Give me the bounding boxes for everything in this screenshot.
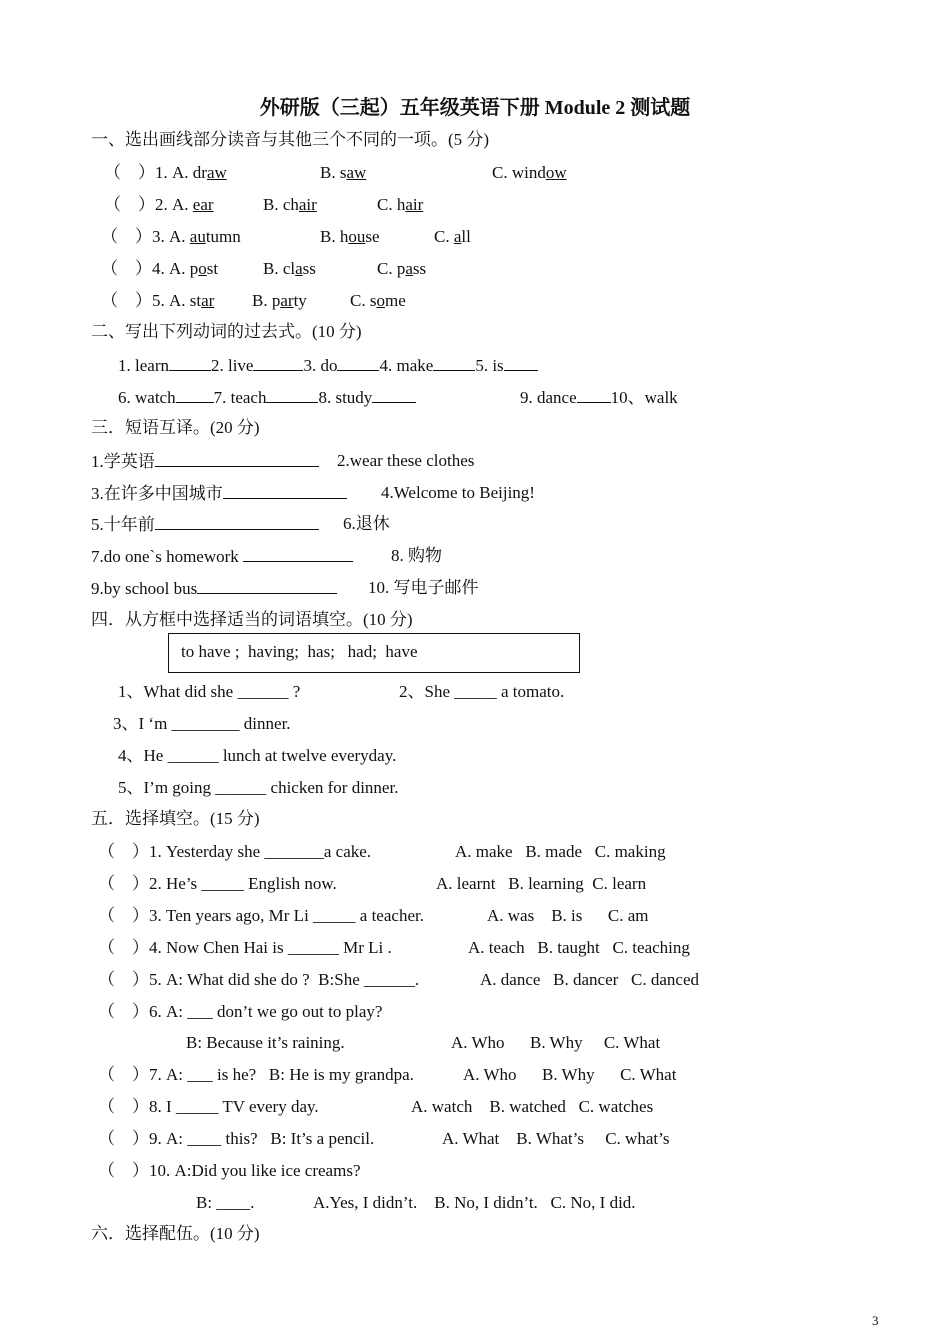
s5-q4: （ ）4. Now Chen Hai is ______ Mr Li . xyxy=(98,938,392,957)
s5-q1: （ ）1. Yesterday she _______a cake. xyxy=(98,842,372,861)
s1-q4-c: C. pass xyxy=(377,259,427,278)
s4-q4: 4、He ______ lunch at twelve everyday. xyxy=(118,746,397,765)
word-box-text: to have ; having; has; had; have xyxy=(181,642,418,661)
s5-q6-options: A. Who B. Why C. What xyxy=(451,1033,661,1052)
s5-q10: （ ）10. A:Did you like ice creams? xyxy=(98,1161,361,1180)
s5-q10-options: A.Yes, I didn’t. B. No, I didn’t. C. No, I did. xyxy=(313,1193,636,1212)
section-3-heading: 三．短语互译。(20 分) xyxy=(91,418,260,437)
s4-q1: 1、What did she ______ ? xyxy=(118,682,301,701)
s2-row-1: 1. learn 2. live 3. do 4. make 5. is xyxy=(118,354,538,377)
s3-item-4: 4.Welcome to Beijing! xyxy=(381,483,535,502)
s5-q8-options: A. watch B. watched C. watches xyxy=(411,1097,654,1116)
s1-q3-c: C. all xyxy=(434,227,471,246)
s1-q3: （ ）3. A. autumn xyxy=(101,227,241,246)
s3-item-10: 10. 写电子邮件 xyxy=(368,578,479,597)
s4-q5: 5、I’m going ______ chicken for dinner. xyxy=(118,778,399,797)
s5-q4-options: A. teach B. taught C. teaching xyxy=(468,938,690,957)
s4-q2: 2、She _____ a tomato. xyxy=(399,682,565,701)
s1-q5-c: C. some xyxy=(350,291,406,310)
s3-item-6: 6.退休 xyxy=(343,514,390,533)
s3-item-9: 9.by school bus xyxy=(91,577,337,600)
s5-q5-options: A. dance B. dancer C. danced xyxy=(480,970,700,989)
s1-q5-b: B. party xyxy=(252,291,307,310)
s1-q4: （ ）4. A. post xyxy=(101,259,219,278)
s5-q6: （ ）6. A: ___ don’t we go out to play? xyxy=(98,1002,383,1021)
s4-q3: 3、I ‘m ________ dinner. xyxy=(113,714,291,733)
s5-q1-options: A. make B. made C. making xyxy=(455,842,666,861)
s1-q2-b: B. chair xyxy=(263,195,317,214)
s5-q2: （ ）2. He’s _____ English now. xyxy=(98,874,337,893)
page-title: 外研版（三起）五年级英语下册 Module 2 测试题 xyxy=(259,97,691,119)
s5-q3-options: A. was B. is C. am xyxy=(487,906,649,925)
section-1-heading: 一、选出画线部分读音与其他三个不同的一项。(5 分) xyxy=(91,130,490,149)
s1-q5: （ ）5. A. star xyxy=(101,291,215,310)
s1-q1-b: B. saw xyxy=(320,163,367,182)
word-box xyxy=(168,633,580,673)
s5-q7: （ ）7. A: ___ is he? B: He is my grandpa. xyxy=(98,1065,414,1084)
s5-q7-options: A. Who B. Why C. What xyxy=(463,1065,677,1084)
section-4-heading: 四．从方框中选择适当的词语填空。(10 分) xyxy=(91,610,413,629)
s2-row-2: 6. watch 7. teach 8. study xyxy=(118,386,416,409)
s3-item-5: 5.十年前 xyxy=(91,513,319,536)
s1-q1-c: C. window xyxy=(492,163,567,182)
s5-q2-options: A. learnt B. learning C. learn xyxy=(436,874,647,893)
page-number: 3 xyxy=(872,1313,879,1328)
s5-q9: （ ）9. A: ____ this? B: It’s a pencil. xyxy=(98,1129,375,1148)
s1-q1: （ ）1. A. draw xyxy=(104,163,227,182)
s5-q5: （ ）5. A: What did she do ? B:She ______. xyxy=(98,970,420,989)
s1-q2: （ ）2. A. ear xyxy=(104,195,214,214)
s5-q8: （ ）8. I _____ TV every day. xyxy=(98,1097,319,1116)
s3-item-8: 8. 购物 xyxy=(391,546,442,565)
s5-q9-options: A. What B. What’s C. what’s xyxy=(442,1129,670,1148)
s5-q6-b: B: Because it’s raining. xyxy=(186,1033,345,1052)
s5-q10-b: B: ____. xyxy=(196,1193,255,1212)
section-6-heading: 六．选择配伍。(10 分) xyxy=(91,1224,260,1243)
s1-q4-b: B. class xyxy=(263,259,316,278)
s1-q2-c: C. hair xyxy=(377,195,424,214)
s5-q3: （ ）3. Ten years ago, Mr Li _____ a teacher. xyxy=(98,906,424,925)
s3-item-2: 2.wear these clothes xyxy=(337,451,475,470)
section-2-heading: 二、写出下列动词的过去式。(10 分) xyxy=(91,322,362,341)
s3-item-3: 3.在许多中国城市 xyxy=(91,482,347,505)
s1-q3-b: B. house xyxy=(320,227,380,246)
s2-row-2b: 9. dance 10、walk xyxy=(520,388,678,407)
s3-item-7: 7.do one`s homework xyxy=(91,545,353,568)
section-5-heading: 五．选择填空。(15 分) xyxy=(91,809,260,828)
s3-item-1: 1.学英语 xyxy=(91,450,319,473)
